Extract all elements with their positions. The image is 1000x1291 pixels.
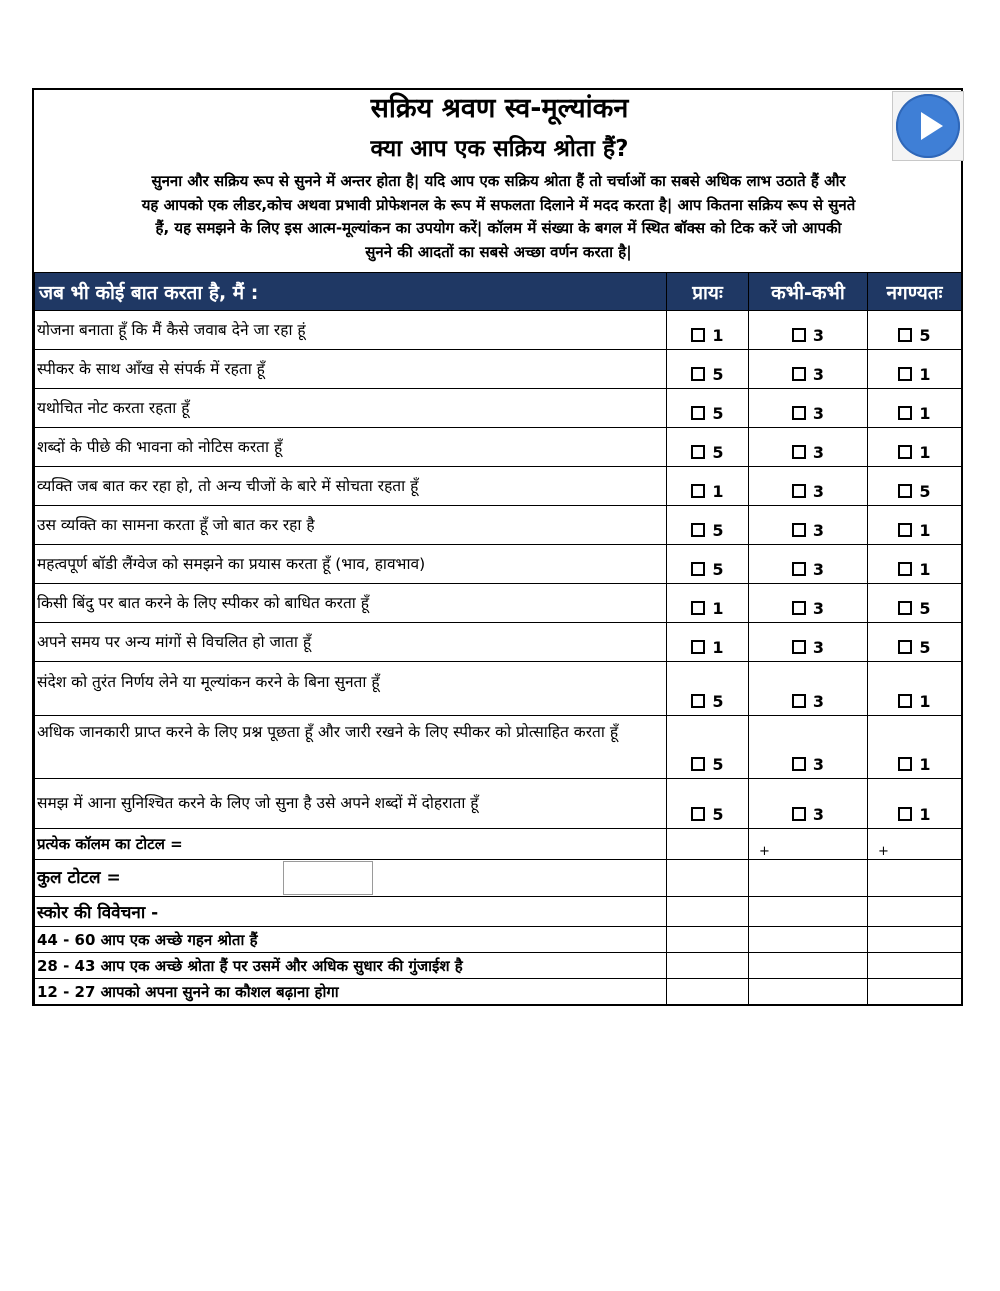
checkbox[interactable] — [691, 562, 705, 576]
score: 3 — [812, 443, 825, 462]
option-sometimes[interactable] — [749, 311, 868, 350]
score: 3 — [812, 326, 825, 345]
score: 1 — [919, 560, 931, 579]
statement: योजना बनाता हूँ कि मैं कैसे जवाब देने जा रहा हूं — [35, 311, 667, 350]
header-rarely: नगण्यतः — [868, 273, 962, 311]
checkbox[interactable] — [792, 367, 806, 381]
checkbox[interactable] — [898, 445, 912, 459]
score: 1 — [712, 326, 724, 345]
option-often[interactable] — [667, 623, 749, 662]
option-sometimes[interactable] — [749, 623, 868, 662]
header-sometimes: कभी-कभी — [749, 273, 868, 311]
checkbox[interactable] — [898, 757, 912, 771]
checkbox[interactable] — [898, 694, 912, 708]
option-rarely[interactable] — [868, 662, 962, 716]
intro-line: सुनने की आदतों का सबसे अच्छा वर्णन करता है| — [365, 242, 632, 261]
score: 1 — [919, 805, 931, 824]
option-sometimes[interactable] — [749, 662, 868, 716]
empty-cell — [667, 860, 749, 897]
score: 3 — [812, 521, 825, 540]
statement: अपने समय पर अन्य मांगों से विचलित हो जाता हूँ — [35, 623, 667, 662]
option-often[interactable] — [667, 584, 749, 623]
option-often[interactable] — [667, 662, 749, 716]
empty-cell — [749, 860, 868, 897]
statement: स्पीकर के साथ आँख से संपर्क में रहता हूँ — [35, 350, 667, 389]
option-often[interactable] — [667, 779, 749, 829]
option-sometimes[interactable] — [749, 389, 868, 428]
option-often[interactable] — [667, 716, 749, 779]
checkbox[interactable] — [691, 484, 705, 498]
option-often[interactable] — [667, 467, 749, 506]
checkbox[interactable] — [792, 484, 806, 498]
score: 5 — [712, 521, 724, 540]
option-sometimes[interactable] — [749, 350, 868, 389]
statement: अधिक जानकारी प्राप्त करने के लिए प्रश्न पूछता हूँ और जारी रखने के लिए स्पीकर को प्रोत्साहित करता हूँ — [35, 716, 667, 779]
option-sometimes[interactable] — [749, 545, 868, 584]
option-rarely[interactable] — [868, 506, 962, 545]
table-row — [35, 545, 962, 584]
option-rarely[interactable] — [868, 779, 962, 829]
empty-cell — [667, 927, 749, 953]
interpretation-row — [35, 897, 962, 927]
page-subtitle: क्या आप एक सक्रिय श्रोता हैं? — [370, 136, 629, 162]
table-row — [35, 467, 962, 506]
score: 3 — [812, 599, 825, 618]
score: 1 — [919, 521, 931, 540]
empty-cell — [868, 953, 962, 979]
table-row — [35, 779, 962, 829]
empty-cell — [667, 953, 749, 979]
checkbox[interactable] — [898, 523, 912, 537]
checkbox[interactable] — [898, 406, 912, 420]
checkbox[interactable] — [691, 807, 705, 821]
score: 5 — [712, 365, 724, 384]
plus-sign: + — [759, 844, 770, 859]
score: 5 — [919, 599, 931, 618]
score: 5 — [712, 443, 724, 462]
score: 1 — [919, 404, 931, 423]
score: 3 — [812, 692, 825, 711]
column-total-rarely-input[interactable] — [868, 829, 962, 860]
table-row — [35, 623, 962, 662]
option-rarely[interactable] — [868, 350, 962, 389]
table-row — [35, 389, 962, 428]
statement: महत्वपूर्ण बॉडी लैंग्वेज को समझने का प्रयास करता हूँ (भाव, हावभाव) — [35, 545, 667, 584]
intro-line: सुनना और सक्रिय रूप से सुनने में अन्तर होता है| यदि आप एक सक्रिय श्रोता हैं तो चर्चाओं का सबसे अधिक लाभ उठाते हैं और — [151, 172, 846, 190]
checkbox[interactable] — [792, 406, 806, 420]
table-row — [35, 662, 962, 716]
score: 5 — [712, 805, 724, 824]
option-often[interactable] — [667, 350, 749, 389]
score: 1 — [919, 365, 931, 384]
checkbox[interactable] — [898, 640, 912, 654]
score-range-row — [35, 953, 962, 979]
score: 5 — [712, 560, 724, 579]
option-often[interactable] — [667, 389, 749, 428]
table-row — [35, 584, 962, 623]
score: 5 — [919, 326, 931, 345]
score: 3 — [812, 404, 825, 423]
option-often[interactable] — [667, 428, 749, 467]
score: 5 — [919, 482, 931, 501]
score-range: 28 - 43 आप एक अच्छे श्रोता हैं पर उसमें और अधिक सुधार की गुंजाईश है — [35, 953, 667, 979]
intro-line: हैं, यह समझने के लिए इस आत्म-मूल्यांकन का उपयोग करें| कॉलम में संख्या के बगल में स्थित बॉक्स को टिक करें जो आपकी — [155, 219, 842, 237]
play-icon — [921, 112, 943, 140]
score-range: 12 - 27 आपको अपना सुनने का कौशल बढ़ाना होगा — [35, 979, 667, 1006]
score: 5 — [712, 692, 724, 711]
option-often[interactable] — [667, 506, 749, 545]
score: 1 — [919, 692, 931, 711]
checkbox[interactable] — [898, 562, 912, 576]
grand-total-input[interactable] — [283, 861, 373, 895]
column-total-sometimes-input[interactable] — [749, 829, 868, 860]
score: 3 — [812, 638, 825, 657]
header-question: जब भी कोई बात करता है, मैं : — [35, 273, 667, 311]
column-total-row — [35, 829, 962, 860]
page-title: सक्रिय श्रवण स्व-मूल्यांकन — [370, 93, 629, 124]
checkbox[interactable] — [691, 406, 705, 420]
statement: उस व्यक्ति का सामना करता हूँ जो बात कर रहा है — [35, 506, 667, 545]
intro-paragraph — [38, 170, 959, 264]
option-often[interactable] — [667, 311, 749, 350]
option-rarely[interactable] — [868, 428, 962, 467]
empty-cell — [868, 927, 962, 953]
score: 1 — [919, 443, 931, 462]
score: 1 — [712, 599, 724, 618]
table-row — [35, 428, 962, 467]
score: 3 — [812, 560, 825, 579]
option-rarely[interactable] — [868, 545, 962, 584]
statement: व्यक्ति जब बात कर रहा हो, तो अन्य चीजों के बारे में सोचता रहता हूँ — [35, 467, 667, 506]
option-rarely[interactable] — [868, 584, 962, 623]
table-row — [35, 506, 962, 545]
option-sometimes[interactable] — [749, 506, 868, 545]
checkbox[interactable] — [792, 807, 806, 821]
empty-cell — [868, 979, 962, 1006]
checkbox[interactable] — [792, 562, 806, 576]
empty-cell — [749, 897, 868, 927]
statement: यथोचित नोट करता रहता हूँ — [35, 389, 667, 428]
checkbox[interactable] — [898, 484, 912, 498]
statement: संदेश को तुरंत निर्णय लेने या मूल्यांकन करने के बिना सुनता हूँ — [35, 662, 667, 716]
checkbox[interactable] — [691, 445, 705, 459]
score: 3 — [812, 482, 825, 501]
option-sometimes[interactable] — [749, 779, 868, 829]
empty-cell — [749, 953, 868, 979]
score: 5 — [712, 755, 724, 774]
empty-cell — [667, 979, 749, 1006]
grand-total-label: कुल टोटल = — [37, 868, 121, 888]
empty-cell — [868, 897, 962, 927]
assessment-table — [34, 272, 962, 1006]
option-rarely[interactable] — [868, 623, 962, 662]
score-range-row — [35, 927, 962, 953]
score: 1 — [712, 638, 724, 657]
option-rarely[interactable] — [868, 311, 962, 350]
checkbox[interactable] — [792, 328, 806, 342]
option-rarely[interactable] — [868, 716, 962, 779]
checkbox[interactable] — [898, 328, 912, 342]
checkbox[interactable] — [792, 694, 806, 708]
checkbox[interactable] — [792, 757, 806, 771]
option-rarely[interactable] — [868, 467, 962, 506]
play-button[interactable] — [892, 91, 964, 161]
table-row — [35, 716, 962, 779]
empty-cell — [868, 860, 962, 897]
score: 3 — [812, 755, 825, 774]
option-sometimes[interactable] — [749, 716, 868, 779]
checkbox[interactable] — [792, 523, 806, 537]
grand-total-cell — [35, 860, 667, 897]
grand-total-row — [35, 860, 962, 897]
checkbox[interactable] — [792, 640, 806, 654]
checkbox[interactable] — [691, 757, 705, 771]
statement: किसी बिंदु पर बात करने के लिए स्पीकर को बाधित करता हूँ — [35, 584, 667, 623]
table-row — [35, 311, 962, 350]
empty-cell — [749, 927, 868, 953]
option-rarely[interactable] — [868, 389, 962, 428]
intro-line: यह आपको एक लीडर,कोच अथवा प्रभावी प्रोफेशनल के रूप में सफलता दिलाने में मदद करता है| आप कितना सक्रिय रूप से सुनते — [141, 195, 856, 214]
table-row — [35, 350, 962, 389]
self-assessment-sheet — [32, 88, 963, 1006]
option-sometimes[interactable] — [749, 467, 868, 506]
checkbox[interactable] — [691, 601, 705, 615]
checkbox[interactable] — [792, 445, 806, 459]
plus-sign: + — [878, 844, 889, 859]
checkbox[interactable] — [898, 367, 912, 381]
option-sometimes[interactable] — [749, 584, 868, 623]
interpretation-label: स्कोर की विवेचना - — [35, 897, 667, 927]
checkbox[interactable] — [691, 694, 705, 708]
statement: शब्दों के पीछे की भावना को नोटिस करता हूँ — [35, 428, 667, 467]
play-button-circle[interactable] — [896, 94, 960, 158]
score: 1 — [712, 482, 724, 501]
column-total-often-input[interactable] — [667, 829, 749, 860]
checkbox[interactable] — [792, 601, 806, 615]
empty-cell — [749, 979, 868, 1006]
empty-cell — [667, 897, 749, 927]
score-range: 44 - 60 आप एक अच्छे गहन श्रोता हैं — [35, 927, 667, 953]
header-often: प्रायः — [667, 273, 749, 311]
option-often[interactable] — [667, 545, 749, 584]
checkbox[interactable] — [898, 807, 912, 821]
score: 3 — [812, 365, 825, 384]
checkbox[interactable] — [691, 640, 705, 654]
score: 3 — [812, 805, 825, 824]
score: 5 — [712, 404, 724, 423]
option-sometimes[interactable] — [749, 428, 868, 467]
column-total-label: प्रत्येक कॉलम का टोटल = — [35, 829, 667, 860]
checkbox[interactable] — [898, 601, 912, 615]
statement: समझ में आना सुनिश्चित करने के लिए जो सुना है उसे अपने शब्दों में दोहराता हूँ — [35, 779, 667, 829]
score: 5 — [919, 638, 931, 657]
checkbox[interactable] — [691, 367, 705, 381]
checkbox[interactable] — [691, 523, 705, 537]
score-range-row — [35, 979, 962, 1006]
score: 1 — [919, 755, 931, 774]
checkbox[interactable] — [691, 328, 705, 342]
table-header-row — [35, 273, 962, 311]
